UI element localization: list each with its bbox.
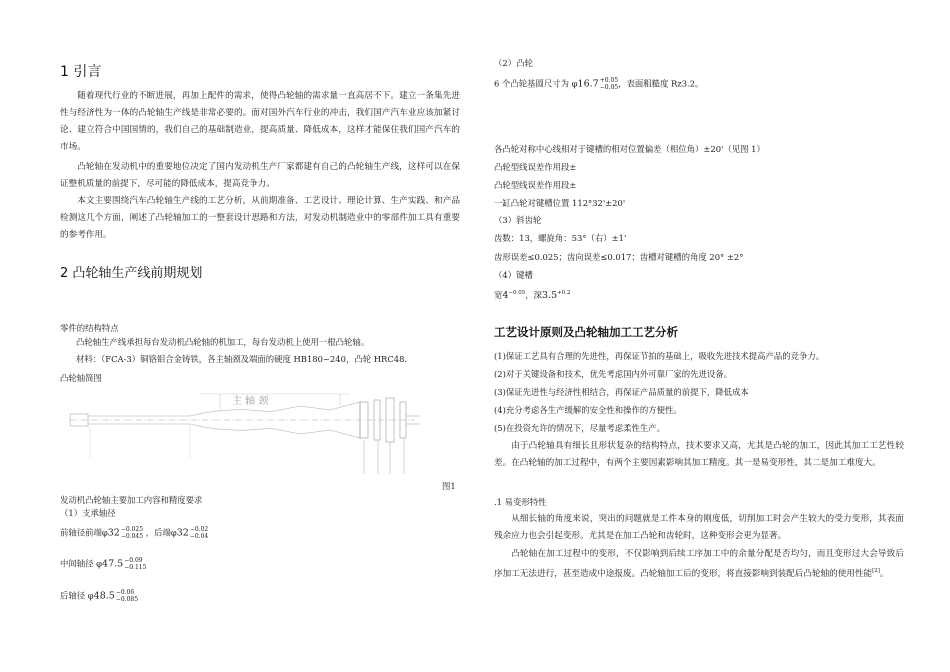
figure-caption: 图1 [442, 481, 456, 491]
diagram-title: 凸轮轴简图 [60, 373, 102, 383]
principle-4: (4)充分考虑各生产缓解的安全性和操作的方便性。 [494, 405, 682, 415]
parts-title: 零件的结构特点 [60, 323, 119, 333]
spec-line-4: 一缸凸轮对键槽位置 112°32'±20' [494, 198, 626, 208]
principle-5: (5)在投资允许的情况下，尽量考虑柔性生产。 [494, 423, 665, 433]
cam-title: （2）凸轮 [494, 58, 533, 68]
middle-journal-spec: 中间轴径 φ47.5−0.09 −0.115 [60, 557, 147, 571]
parts-paragraph-2: 材料：（FCA-3）铜铬钼合金铸铁，各主轴颈及端面的硬度 HB180~240，凸轮 HRC48. [76, 354, 408, 364]
spec-line-8: （4）键槽 [494, 270, 533, 280]
intro-paragraph-1: 随着现代行业的不断进展，再加上配件的需求，使得凸轮轴的需求量一直高居不下。建立一条集先进性与经济性为一体的凸轮轴生产线是非常必要的。面对国外汽车行业的冲击，我们国产汽车业应该加紧讨论、建立符合中国国情的，我们自己的基础制造业，提高质量、降低成本，这样才能保住我们国产汽车的市场。 [60, 91, 460, 152]
subsection-1-title: .1 易变形特性 [494, 497, 547, 507]
parts-paragraph-1: 凸轮轴生产线承担每台发动机凸轮轴的机加工，每台发动机上使用一根凸轮轴。 [76, 337, 370, 347]
cam-spec: 6 个凸轮基圆尺寸为 φ16.7+0.05 −0.05，表面粗糙度 Rz3.2。 [494, 77, 704, 91]
section-3-title: 工艺设计原则及凸轮轴加工工艺分析 [494, 325, 678, 339]
spec-line-3: 凸轮型线误差作用段± [494, 180, 577, 190]
principle-3: (3)保证先进性与经济性相结合，再保证产品质量的前提下，降低成本 [494, 387, 749, 397]
camshaft-diagram [60, 388, 460, 478]
spec-line-6: 齿数：13，螺旋角：53°（右）±1' [494, 233, 627, 243]
analysis-paragraph-2: 从细长轴的角度来说，突出的问题就是工件本身的刚度低，切削加工时会产生较大的受力变形，其表面残余应力也会引起变形。尤其是在加工凸轮和齿轮时，这种变形会更为显著。 [494, 514, 904, 541]
principle-1: (1)保证工艺具有合理的先进性，再保证节拍的基础上，吸收先进技术提高产品的竞争力。 [494, 351, 825, 361]
spec-line-2: 凸轮型线误差作用段± [494, 162, 577, 172]
section-1-title: 1 引言 [60, 64, 102, 80]
diagram-label: 主 轴 颈 [232, 396, 269, 407]
analysis-paragraph-1: 由于凸轮轴具有细长且形状复杂的结构特点，技术要求又高，尤其是凸轮的加工，因此其加工工艺性较差。在凸轮轴的加工过程中，有两个主要因素影响其加工精度。其一是易变形性，其二是加工难度大。 [494, 441, 904, 468]
intro-paragraph-3: 本文主要围绕汽车凸轮轴生产线的工艺分析，从前期准备、工艺设计、理论计算、生产实践、和产品检测这几个方面，阐述了凸轮轴加工的一整套设计思路和方法，对发动机制造业中的零部件加工具有重要的参考作用。 [60, 196, 460, 240]
intro-paragraph-2: 凸轮轴在发动机中的重要地位决定了国内发动机生产厂家都建有自己的凸轮轴生产线，这样可以在保证整机质量的前提下，尽可能的降低成本，提高竞争力。 [60, 162, 460, 189]
machining-title: 发动机凸轮轴主要加工内容和精度要求 [60, 495, 203, 505]
analysis-paragraph-3: 凸轮轴在加工过程中的变形，不仅影响到后续工序加工中的余量分配是否均匀，而且变形过大会导致后序加工无法进行，甚至造成中途报废。凸轮轴加工后的变形，将直接影响到装配后凸轮轴的使用性能[2]。 [494, 549, 904, 579]
front-journal-spec: 前轴径前端φ32−0.025 −0.045 ，后端φ32−0.02 −0.04 [60, 526, 209, 540]
section-2-title: 2 凸轮轴生产线前期规划 [60, 266, 203, 281]
keyway-spec: 宽$4^{-0.05}$，深$3.5^{+0.2}$ [494, 290, 571, 301]
principle-2: (2)对于关键设备和技术，优先考虑国内外可靠厂家的先进设备。 [494, 369, 732, 379]
journal-title: （1）支承轴径 [60, 508, 116, 518]
spec-line-5: （3）斜齿轮 [494, 215, 542, 225]
spec-line-7: 齿形误差≤0.025；齿向误差≤0.017；齿槽对键槽的角度 20° ±2° [494, 252, 744, 262]
spec-line-1: 各凸轮对称中心线相对于键槽的相对位置偏差（相位角）±20'（见图 1） [494, 144, 765, 154]
rear-journal-spec: 后轴径 φ48.5−0.06 −0.085 [60, 589, 139, 603]
